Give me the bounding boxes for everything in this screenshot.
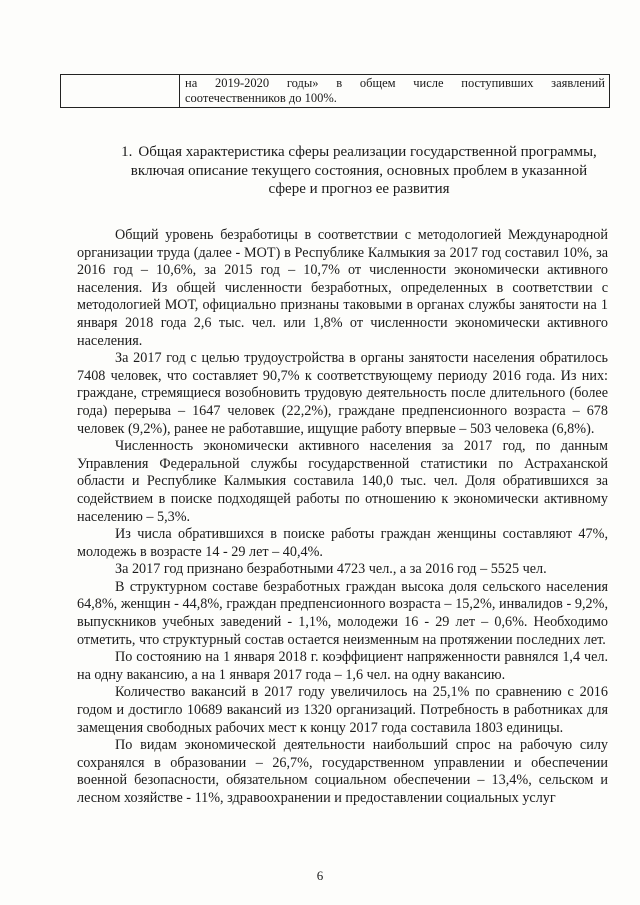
paragraph-9: По видам экономической деятельности наибольший спрос на рабочую силу сохранялся в образовании – 26,7%, государственном управлении и обеспечении военной безопасности, обязательном социальном обеспечении – 13,4%, сельском и лесном хозяйстве - 11%, здравоохранении и предоставлении социальных услуг: [77, 737, 608, 806]
page-number: 6: [316, 868, 324, 883]
body-text: [77, 227, 608, 808]
paragraph-4: Из числа обратившихся в поиске работы граждан женщины составляют 47%, молодежь в возрасте 14 - 29 лет – 40,4%.: [77, 526, 608, 560]
paragraph-3: Численность экономически активного населения за 2017 год, по данным Управления Федеральной службы государственной статистики по Астраханской области и Республике Калмыкия составила 140,0 тыс. чел. Доля обратившихся за содействием в поиске подходящей работы по отношению к экономически активному населению – 5,3%.: [77, 438, 608, 525]
section-title: Общая характеристика сферы реализации государственной программы, включая описание текущего состояния, основных проблем в указанной сфере и прогноз ее развития: [130, 144, 597, 197]
paragraph-5: За 2017 год признано безработными 4723 чел., а за 2016 год – 5525 чел.: [115, 561, 547, 578]
continuation-table: [60, 74, 610, 108]
section-number: 1.: [121, 144, 133, 160]
table-text-line-2: соотечественников до 100%.: [185, 91, 337, 105]
paragraph-1: Общий уровень безработицы в соответствии с методологией Международной организации труда (далее - МОТ) в Республике Калмыкия за 2017 год составил 10%, за 2016 год – 10,6%, за 2015 год – 10,7% от численности экономически активного населения. Из общей численности безработных, определенных в соответствии с методологией МОТ, официально признаны таковыми в органах службы занятости на 1 января 2018 года 2,6 тыс. чел. или 1,8% от численности экономически активного населения.: [77, 227, 608, 349]
paragraph-8: Количество вакансий в 2017 году увеличилось на 25,1% по сравнению с 2016 годом и достигло 10689 вакансий из 1320 организаций. Потребность в работниках для замещения свободных рабочих мест к концу 2017 года составила 1803 единицы.: [77, 684, 608, 736]
paragraph-6: В структурном составе безработных граждан высока доля сельского населения 64,8%, женщин - 44,8%, граждан предпенсионного возраста – 15,2%, инвалидов - 9,2%, выпускников учебных заведений - 1,1%, молодежи 16 - 29 лет – 0,6%. Необходимо отметить, что структурный состав остается неизменным на протяжении последних лет.: [77, 578, 608, 648]
paragraph-7: По состоянию на 1 января 2018 г. коэффициент напряженности равнялся 1,4 чел. на одну вакансию, а на 1 января 2017 года – 1,6 чел. на одну вакансию.: [77, 649, 608, 683]
paragraph-2: За 2017 год с целью трудоустройства в органы занятости населения обратилось 7408 человек, что составляет 90,7% к соответствующему периоду 2016 года. Из них: граждане, стремящиеся возобновить трудовую деятельность после длительного (более года) перерыва – 1647 человек (22,2%), граждане предпенсионного возраста – 678 человек (9,2%), ранее не работавшие, ищущие работу впервые – 503 человека (6,8%).: [77, 350, 608, 437]
section-heading: [118, 143, 600, 199]
table-cell-left: [61, 75, 180, 107]
table-text-line-1: на 2019-2020 годы» в общем числе поступивших заявлений: [185, 76, 605, 90]
table-cell-right: [185, 76, 605, 106]
